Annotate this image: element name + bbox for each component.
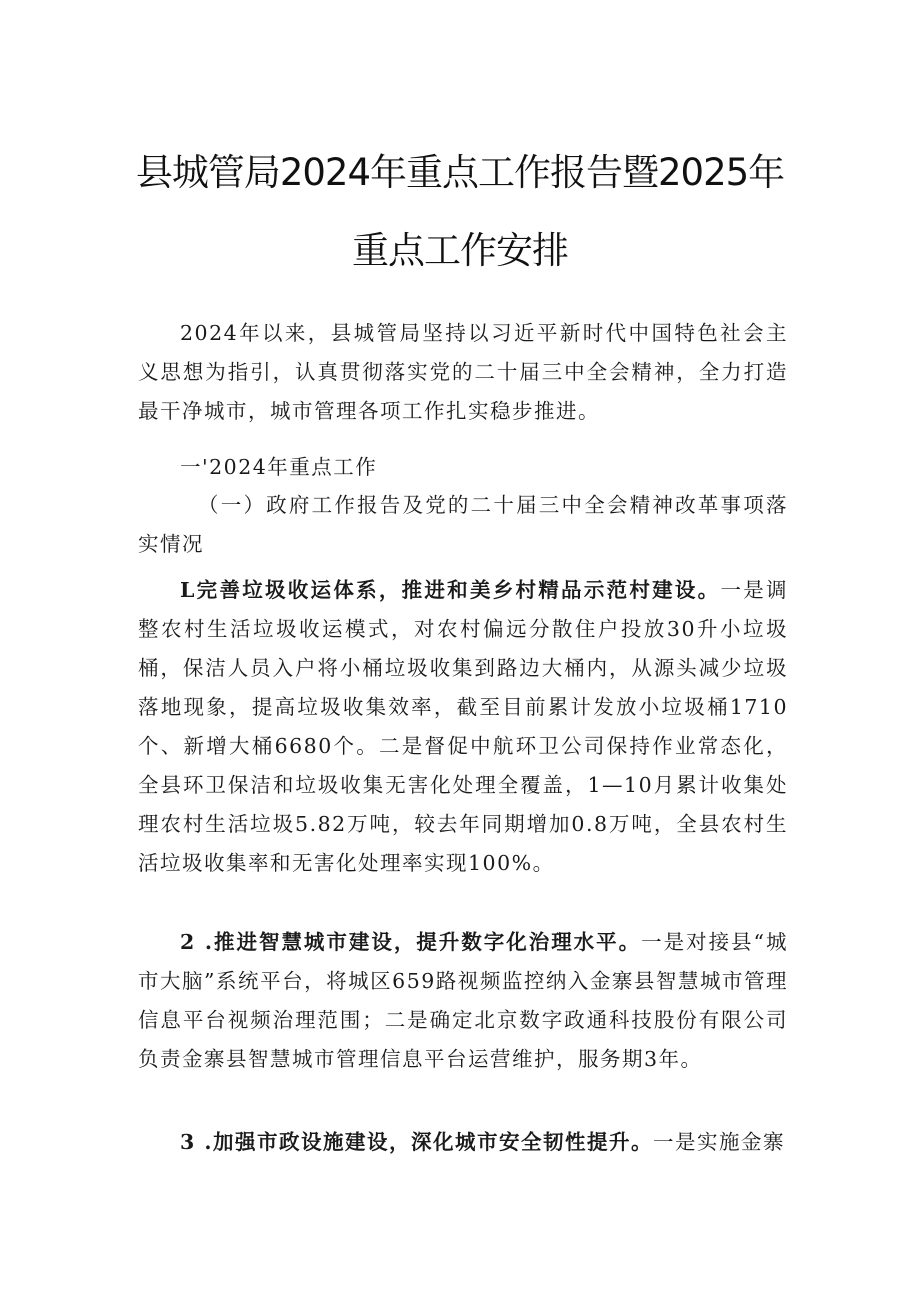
work-item-3-heading: 3 .加强市政设施建设，深化城市安全韧性提升。 — [180, 1130, 654, 1154]
work-item-1-heading: L完善垃圾收运体系，推进和美乡村精品示范村建设。 — [180, 578, 721, 602]
section-heading-2024-key-work: 一'2024年重点工作 — [180, 455, 378, 479]
document-title-line-2: 重点工作安排 — [352, 229, 568, 272]
subsection-heading-reform-implementation — [138, 486, 788, 564]
work-item-1-body: 一是调整农村生活垃圾收运模式，对农村偏远分散住户投放30升小垃圾桶，保洁人员入户将小桶垃圾收集到路边大桶内，从源头减少垃圾落地现象，提高垃圾收集效率，截至目前累计发放小垃圾桶1710个、新增大桶6680个。二是督促中航环卫公司保持作业常态化，全县环卫保洁和垃圾收集无害化处理全覆盖，1—10月累计收集处理农村生活垃圾5.82万吨，较去年同期增加0.8万吨，全县农村生活垃圾收集率和无害化处理率实现100%。 — [138, 578, 788, 875]
work-item-1 — [138, 571, 788, 883]
intro-paragraph: 2024年以来，县城管局坚持以习近平新时代中国特色社会主义思想为指引，认真贯彻落实党的二十届三中全会精神，全力打造最干净城市，城市管理各项工作扎实稳步推进。 — [138, 321, 788, 423]
document-title-line-1: 县城管局2024年重点工作报告暨2025年 — [135, 151, 785, 194]
work-item-2-heading: 2 .推进智慧城市建设，提升数字化治理水平。 — [180, 930, 642, 954]
subsection-heading-text: （一）政府工作报告及党的二十届三中全会精神改革事项落实情况 — [138, 493, 788, 556]
work-item-3 — [138, 1123, 788, 1162]
work-item-3-body: 一是实施金寨 — [653, 1130, 786, 1154]
work-item-2-body: 一是对接县“城市大脑”系统平台，将城区659路视频监控纳入金寨县智慧城市管理信息平台视频治理范围；二是确定北京数字政通科技股份有限公司负责金寨县智慧城市管理信息平台运营维护，服务期3年。 — [138, 930, 788, 1071]
work-item-2 — [138, 923, 788, 1079]
